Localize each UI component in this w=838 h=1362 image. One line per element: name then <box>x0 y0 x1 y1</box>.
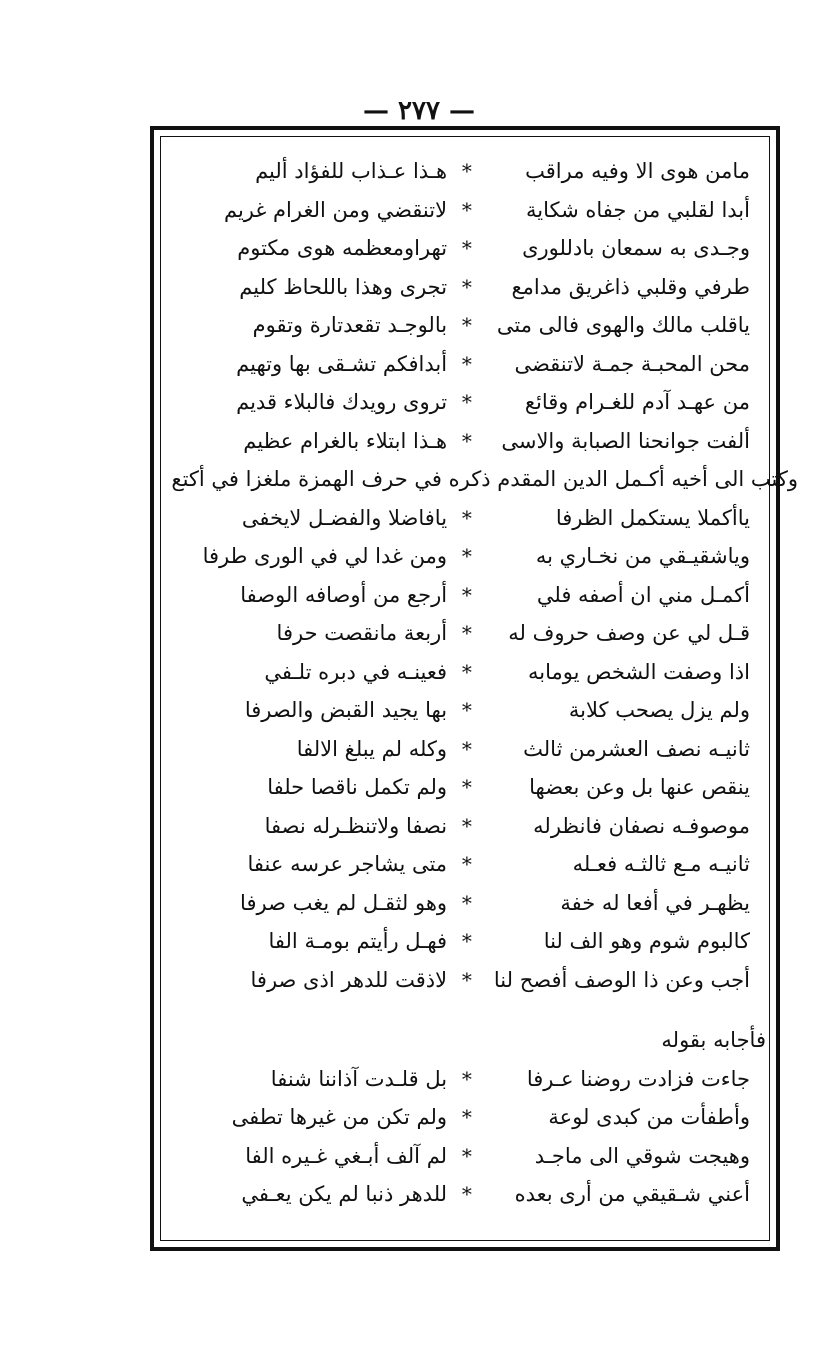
verse-first-hemistich: اذا وصفت الشخص يومابه <box>528 659 750 684</box>
verse-first-hemistich: وأطفأت من كبدى لوعة <box>548 1105 750 1129</box>
verse-line <box>164 537 768 576</box>
verse-first-hemistich: ولم يزل يصحب كلابة <box>568 698 750 722</box>
verse-first-hemistich: أعني شـقيقي من أرى بعده <box>514 1182 750 1206</box>
verse-first-hemistich: محن المحبـة جمـة لاتنقضى <box>514 351 750 376</box>
verse-second-hemistich: أرجع من أوصافه الوصفا <box>240 582 448 607</box>
verse-second-hemistich: لاتنقضي ومن الغرام غريم <box>223 197 448 222</box>
verse-line <box>164 1060 768 1099</box>
verse-second-hemistich: بالوجـد تقعدتارة وتقوم <box>252 313 448 337</box>
verse-line <box>164 845 768 884</box>
verse-line <box>164 922 768 961</box>
verse-second-hemistich: للدهر ذنبا لم يكن يعـفي <box>241 1182 448 1206</box>
page-frame <box>150 126 798 1251</box>
verse-line <box>164 653 768 692</box>
page-number: — ٢٧٧ — <box>362 96 476 126</box>
verse-second-hemistich: فهـل رأيتم بومـة الفا <box>268 929 448 953</box>
verse-separator-star: * <box>461 313 472 337</box>
verse-second-hemistich: يافاضلا والفضـل لايخفى <box>241 505 448 530</box>
verse-first-hemistich: ياقلب مالك والهوى فالى متى <box>496 313 750 337</box>
verse-first-hemistich: ثانيـه نصف العشرمن ثالث <box>523 736 750 761</box>
verse-second-hemistich: ولم تكمل ناقصا حلفا <box>267 775 448 799</box>
text-block <box>164 152 798 1214</box>
verse-first-hemistich: كالبوم شوم وهو الف لنا <box>543 929 750 953</box>
poem-3 <box>164 1060 768 1214</box>
verse-second-hemistich: بها يجيد القبض والصرفا <box>244 698 448 722</box>
verse-line <box>164 499 768 538</box>
verse-first-hemistich: جاءت فزادت روضنا عـرفا <box>526 1066 750 1091</box>
verse-separator-star: * <box>461 621 472 645</box>
verse-separator-star: * <box>461 1066 472 1091</box>
verse-separator-star: * <box>461 582 472 607</box>
verse-separator-star: * <box>461 852 472 876</box>
verse-second-hemistich: هـذا عـذاب للفؤاد أليم <box>255 159 448 183</box>
verse-line <box>164 1137 768 1176</box>
verse-second-hemistich: ولم تكن من غيرها تطفى <box>231 1105 448 1129</box>
verse-separator-star: * <box>461 505 472 530</box>
verse-separator-star: * <box>461 236 472 260</box>
verse-line <box>164 1098 768 1137</box>
verse-second-hemistich: متى يشاجر عرسه عنفا <box>247 852 448 876</box>
verse-line <box>164 614 768 653</box>
verse-second-hemistich: ومن غدا لي في الورى طرفا <box>202 544 448 568</box>
verse-first-hemistich: أبدا لقلبي من جفاه شكاية <box>526 197 750 222</box>
verse-separator-star: * <box>461 544 472 568</box>
verse-line <box>164 1175 768 1214</box>
verse-separator-star: * <box>461 1143 472 1168</box>
verse-second-hemistich: تهراومعظمه هوى مكتوم <box>237 236 448 260</box>
verse-first-hemistich: موصوفـه نصفان فانظرله <box>533 813 750 838</box>
verse-separator-star: * <box>461 197 472 222</box>
poem-1 <box>164 152 768 460</box>
verse-first-hemistich: طرفي وقلبي ذاغريق مدامع <box>511 274 750 299</box>
verse-separator-star: * <box>461 659 472 684</box>
verse-line <box>164 191 768 230</box>
verse-first-hemistich: من عهـد آدم للغـرام وقائع <box>524 390 750 414</box>
verse-line <box>164 730 768 769</box>
verse-second-hemistich: بل قلـدت آذاننا شنفا <box>270 1066 448 1091</box>
verse-second-hemistich: لم آلف أبـغي غـيره الفا <box>245 1143 448 1168</box>
verse-first-hemistich: أجب وعن ذا الوصف أفصح لنا <box>493 967 750 992</box>
verse-second-hemistich: هـذا ابتلاء بالغرام عظيم <box>243 428 448 453</box>
verse-second-hemistich: تجرى وهذا باللحاظ كليم <box>239 274 448 299</box>
verse-separator-star: * <box>461 890 472 915</box>
verse-line <box>164 345 768 384</box>
verse-first-hemistich: وياشقيـقي من نخـاري به <box>535 544 750 568</box>
verse-separator-star: * <box>461 736 472 761</box>
verse-second-hemistich: وهو لثقـل لم يغب صرفا <box>240 890 448 915</box>
verse-line <box>164 306 768 345</box>
verse-first-hemistich: ثانيـه مـع ثالثـه فعـله <box>572 852 750 876</box>
verse-line <box>164 229 768 268</box>
verse-line <box>164 961 768 1000</box>
intro-line: وكتب الى أخيه أكـمل الدين المقدم ذكره في حرف الهمزة ملغزا في أكتع <box>171 467 798 491</box>
verse-separator-star: * <box>461 428 472 453</box>
verse-first-hemistich: ألفت جوانحنا الصبابة والاسى <box>501 428 750 453</box>
verse-separator-star: * <box>461 775 472 799</box>
verse-line <box>164 691 768 730</box>
verse-separator-star: * <box>461 390 472 414</box>
verse-line <box>164 268 768 307</box>
verse-line <box>164 152 768 191</box>
verse-first-hemistich: أكمـل مني ان أصفه فلي <box>536 582 750 607</box>
verse-separator-star: * <box>461 813 472 838</box>
verse-first-hemistich: ينقص عنها بل وعن بعضها <box>529 775 750 799</box>
verse-separator-star: * <box>461 351 472 376</box>
verse-second-hemistich: نصفا ولاتنظـرله نصفا <box>264 813 448 838</box>
verse-line <box>164 422 768 461</box>
verse-separator-star: * <box>461 698 472 722</box>
verse-line <box>164 768 768 807</box>
verse-first-hemistich: يظهـر في أفعا له خفة <box>560 890 750 915</box>
verse-first-hemistich: ياأكملا يستكمل الظرفا <box>555 505 750 530</box>
verse-second-hemistich: أبدافكم تشـقى بها وتهيم <box>236 351 448 376</box>
verse-second-hemistich: تروى رويدك فالبلاء قديم <box>236 390 448 414</box>
verse-second-hemistich: لاذقت للدهر اذى صرفا <box>250 967 448 992</box>
verse-first-hemistich: مامن هوى الا وفيه مراقب <box>525 159 750 183</box>
verse-separator-star: * <box>461 929 472 953</box>
verse-line <box>164 884 768 923</box>
answer-intro: فأجابه بقوله <box>661 1028 766 1052</box>
verse-separator-star: * <box>461 1182 472 1206</box>
verse-line <box>164 807 768 846</box>
verse-separator-star: * <box>461 159 472 183</box>
verse-first-hemistich: وجـدى به سمعان بادللورى <box>522 236 750 260</box>
verse-second-hemistich: أربعة مانقصت حرفا <box>276 621 448 645</box>
verse-first-hemistich: وهيجت شوقي الى ماجـد <box>534 1143 750 1168</box>
verse-separator-star: * <box>461 274 472 299</box>
verse-line <box>164 576 768 615</box>
poem-2 <box>164 499 768 1000</box>
verse-second-hemistich: فعينـه في دبره تلـفي <box>264 659 448 684</box>
verse-line <box>164 383 768 422</box>
verse-separator-star: * <box>461 1105 472 1129</box>
verse-first-hemistich: قـل لي عن وصف حروف له <box>508 621 750 645</box>
verse-separator-star: * <box>461 967 472 992</box>
verse-second-hemistich: وكله لم يبلغ الالفا <box>296 736 448 761</box>
